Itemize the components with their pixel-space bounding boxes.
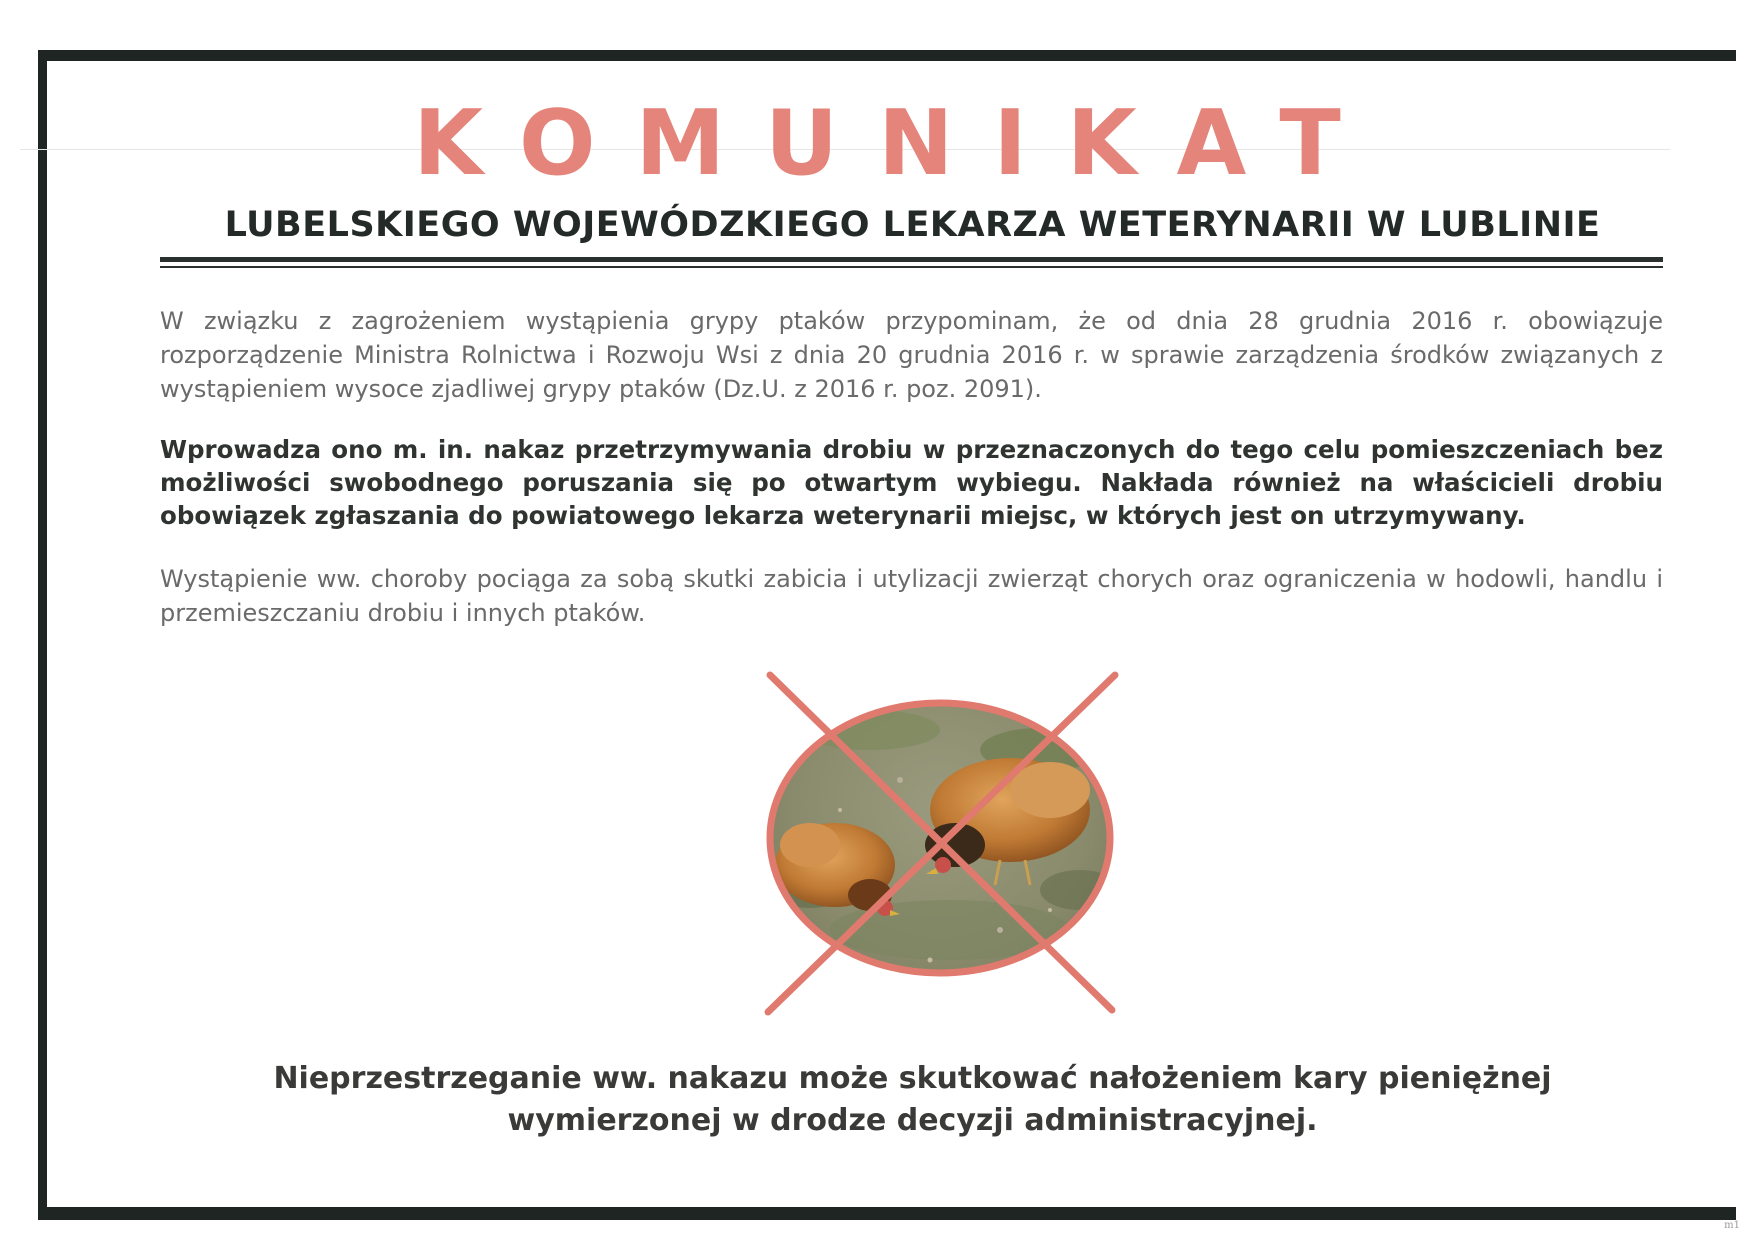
notice-title: KOMUNIKAT [413, 91, 1381, 196]
notice-subtitle: LUBELSKIEGO WOJEWÓDZKIEGO LEKARZA WETERYNARII W LUBLINIE [224, 205, 1601, 245]
title-rule-thick [160, 257, 1663, 262]
penalty-warning-line-1: Nieprzestrzeganie ww. nakazu może skutkować nałożeniem kary pieniężnej [273, 1061, 1552, 1096]
penalty-warning [160, 1058, 1665, 1142]
title-rule-thin [160, 266, 1663, 268]
no-free-range-poultry-icon [750, 660, 1130, 1030]
penalty-warning-line-2: wymierzonej w drodze decyzji administracyjnej. [507, 1103, 1318, 1138]
paragraph-consequences: Wystąpienie ww. choroby pociąga za sobą skutki zabicia i utylizacji zwierząt chorych oraz ograniczenia w hodowli, handlu i przemieszczaniu drobiu i innych ptaków. [160, 565, 1663, 627]
corner-mark: m1 [1724, 1220, 1740, 1231]
paragraph-regulation: W związku z zagrożeniem wystąpienia grypy ptaków przypominam, że od dnia 28 grudnia 2016 r. obowiązuje rozporządzenie Ministra Rolnictwa i Rozwoju Wsi z dnia 20 grudnia 2016 r. w sprawie zarządzenia środków związanych z wystąpieniem wysoce zjadliwej grypy ptaków (Dz.U. z 2016 r. poz. 2091). [160, 307, 1663, 403]
paragraph-confinement-order: Wprowadza ono m. in. nakaz przetrzymywania drobiu w przeznaczonych do tego celu pomieszczeniach bez możliwości swobodnego poruszania się po otwartym wybiegu. Nakłada również na właścicieli drobiu obowiązek zgłaszania do powiatowego lekarza weterynarii miejsc, w których jest on utrzymywany. [160, 435, 1663, 530]
